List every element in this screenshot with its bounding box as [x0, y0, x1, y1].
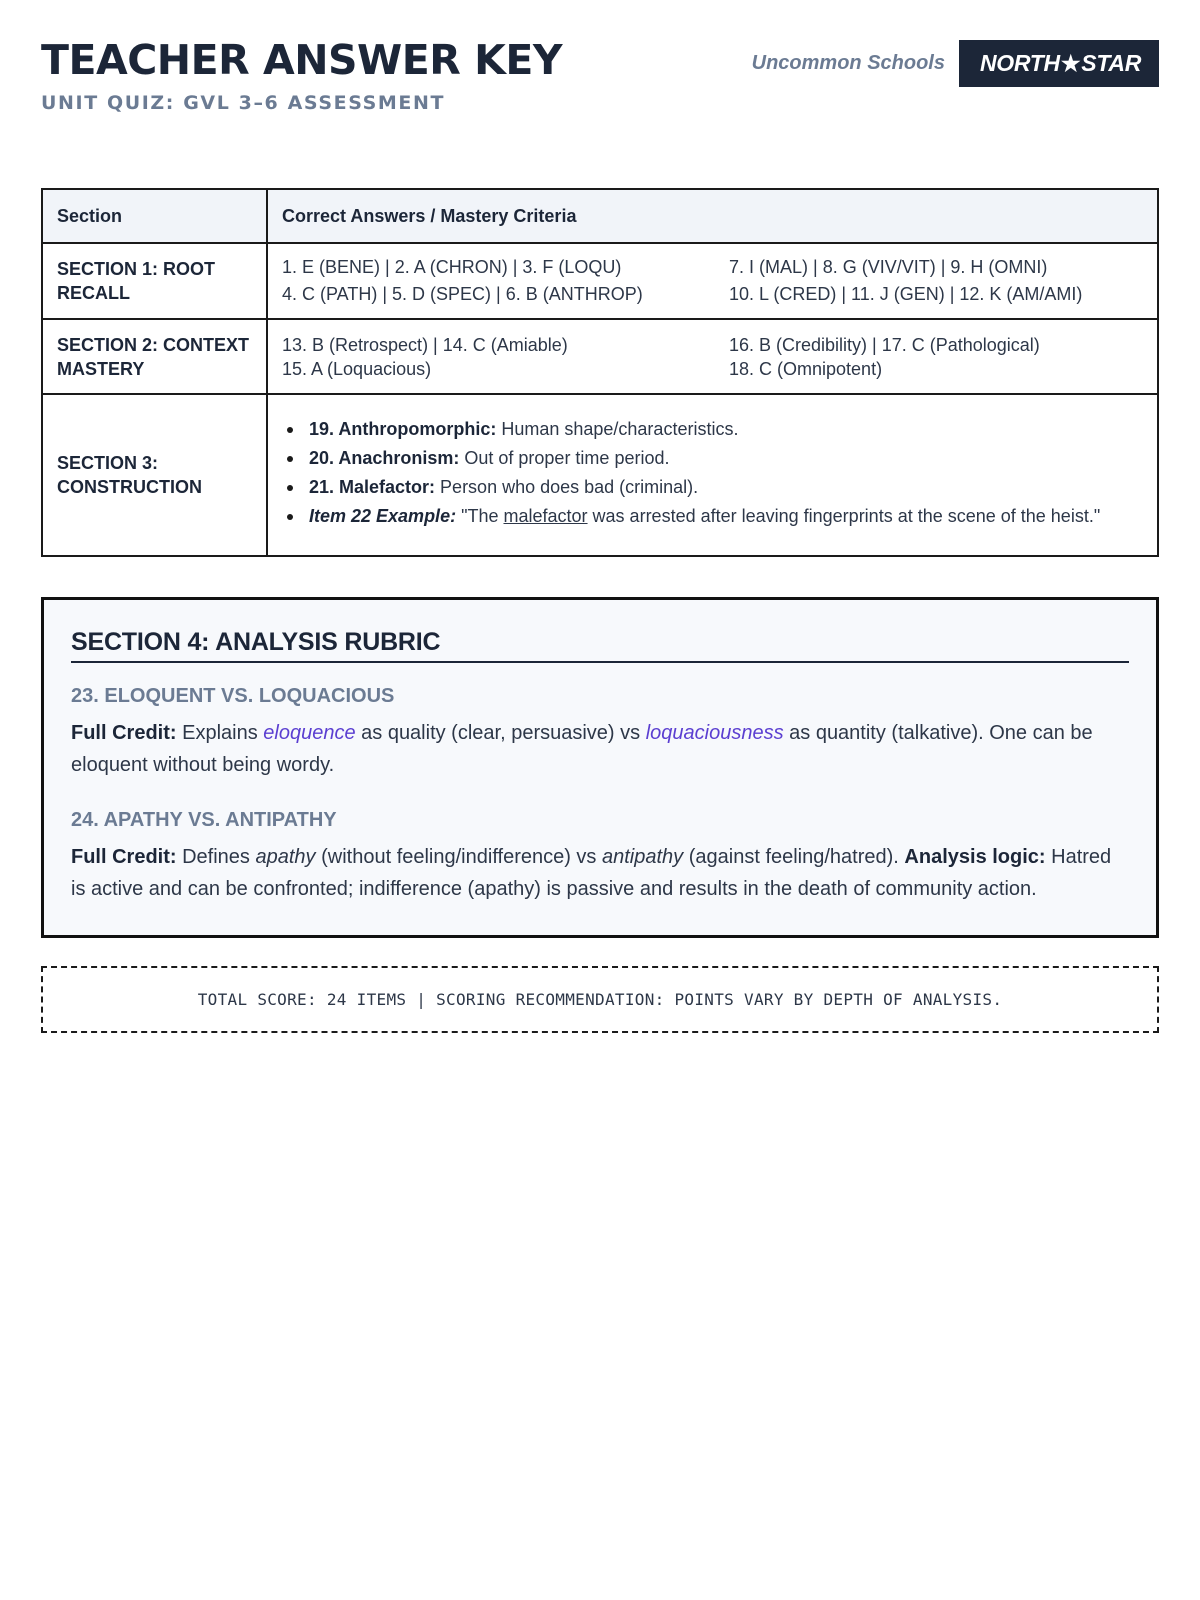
north-star-logo	[959, 40, 1159, 87]
term-loquaciousness: loquaciousness	[645, 722, 784, 744]
item-23-heading: 23. ELOQUENT VS. LOQUACIOUS	[71, 685, 395, 707]
answers-col-left	[282, 333, 729, 381]
section-3-answers	[267, 394, 1158, 556]
criteria-text: (without feeling/indifference) vs	[315, 846, 602, 868]
table-row-section-3	[42, 394, 1158, 556]
answer-line: 15. A (Loquacious)	[282, 358, 432, 379]
example-label: Item 22 Example:	[309, 506, 457, 526]
school-name: Uncommon Schools	[751, 52, 945, 74]
term-antipathy: antipathy	[602, 846, 684, 868]
section-1-answers	[267, 243, 1158, 319]
term-apathy: apathy	[255, 846, 316, 868]
table-row-section-2	[42, 319, 1158, 394]
answer-line: 16. B (Credibility) | 17. C (Pathological)	[729, 334, 1040, 355]
list-item	[282, 504, 1143, 528]
answer-line: 7. I (MAL) | 8. G (VIV/VIT) | 9. H (OMNI)	[729, 257, 1048, 277]
logo-text-north: NORTH	[980, 50, 1060, 76]
column-header-section: Section	[42, 189, 267, 243]
page-subtitle: UNIT QUIZ: GVL 3–6 ASSESSMENT	[41, 92, 446, 114]
example-text-start: "The	[456, 506, 504, 526]
table-header-row	[42, 189, 1158, 243]
criteria-text: Defines	[176, 846, 256, 868]
full-credit-label: Full Credit:	[71, 846, 177, 868]
column-header-answers: Correct Answers / Mastery Criteria	[267, 189, 1158, 243]
item-24-heading: 24. APATHY VS. ANTIPATHY	[71, 809, 337, 831]
term-definition: Out of proper time period.	[459, 448, 670, 468]
answer-table	[41, 188, 1159, 557]
analysis-rubric	[41, 597, 1159, 938]
criteria-text: Hatred is active and can be confronted; indifference (apathy) is passive and results in the death of community action.	[71, 846, 1112, 900]
list-item	[282, 475, 1143, 499]
term-label: 19. Anthropomorphic:	[309, 419, 497, 439]
term-label: 20. Anachronism:	[309, 448, 460, 468]
list-item	[282, 446, 1143, 470]
term-label: 21. Malefactor:	[309, 477, 436, 497]
analysis-logic-label: Analysis logic:	[904, 846, 1046, 868]
answer-line: 10. L (CRED) | 11. J (GEN) | 12. K (AM/AMI)	[729, 284, 1083, 304]
star-icon: ★	[1060, 50, 1081, 76]
answer-line: 1. E (BENE) | 2. A (CHRON) | 3. F (LOQU)	[282, 257, 622, 277]
list-item	[282, 417, 1143, 441]
construction-list	[282, 411, 1143, 537]
section-2-label: SECTION 2: CONTEXT MASTERY	[42, 319, 267, 394]
term-definition: Person who does bad (criminal).	[435, 477, 699, 497]
item-23-criteria	[71, 717, 1129, 781]
criteria-text: as quality (clear, persuasive) vs	[355, 722, 646, 744]
criteria-text: (against feeling/hatred).	[683, 846, 905, 868]
page-title: TEACHER ANSWER KEY	[41, 36, 563, 84]
answer-line: 4. C (PATH) | 5. D (SPEC) | 6. B (ANTHROP)	[282, 284, 643, 304]
total-score-footer: TOTAL SCORE: 24 ITEMS | SCORING RECOMMENDATION: POINTS VARY BY DEPTH OF ANALYSIS.	[41, 966, 1159, 1033]
answer-line: 13. B (Retrospect) | 14. C (Amiable)	[282, 334, 568, 355]
brand-block	[752, 40, 1159, 87]
section-3-label: SECTION 3: CONSTRUCTION	[42, 394, 267, 556]
answers-col-right	[729, 254, 1082, 308]
page-header	[41, 36, 1159, 148]
item-24-criteria	[71, 841, 1129, 905]
term-eloquence: eloquence	[263, 722, 356, 744]
logo-text-star: STAR	[1081, 50, 1141, 76]
example-underlined-word: malefactor	[503, 506, 588, 526]
answers-col-left	[282, 254, 729, 308]
term-definition: Human shape/characteristics.	[496, 419, 739, 439]
table-row-section-1	[42, 243, 1158, 319]
example-text-end: was arrested after leaving fingerprints at the scene of the heist."	[587, 506, 1101, 526]
full-credit-label: Full Credit:	[71, 722, 177, 744]
criteria-text: as quantity (talkative). One can be eloquent without being wordy.	[71, 722, 1093, 776]
answer-line: 18. C (Omnipotent)	[729, 358, 883, 379]
section-1-label: SECTION 1: ROOT RECALL	[42, 243, 267, 319]
section-2-answers	[267, 319, 1158, 394]
rubric-title: SECTION 4: ANALYSIS RUBRIC	[71, 628, 1129, 663]
answers-col-right	[729, 333, 1040, 381]
criteria-text: Explains	[176, 722, 264, 744]
